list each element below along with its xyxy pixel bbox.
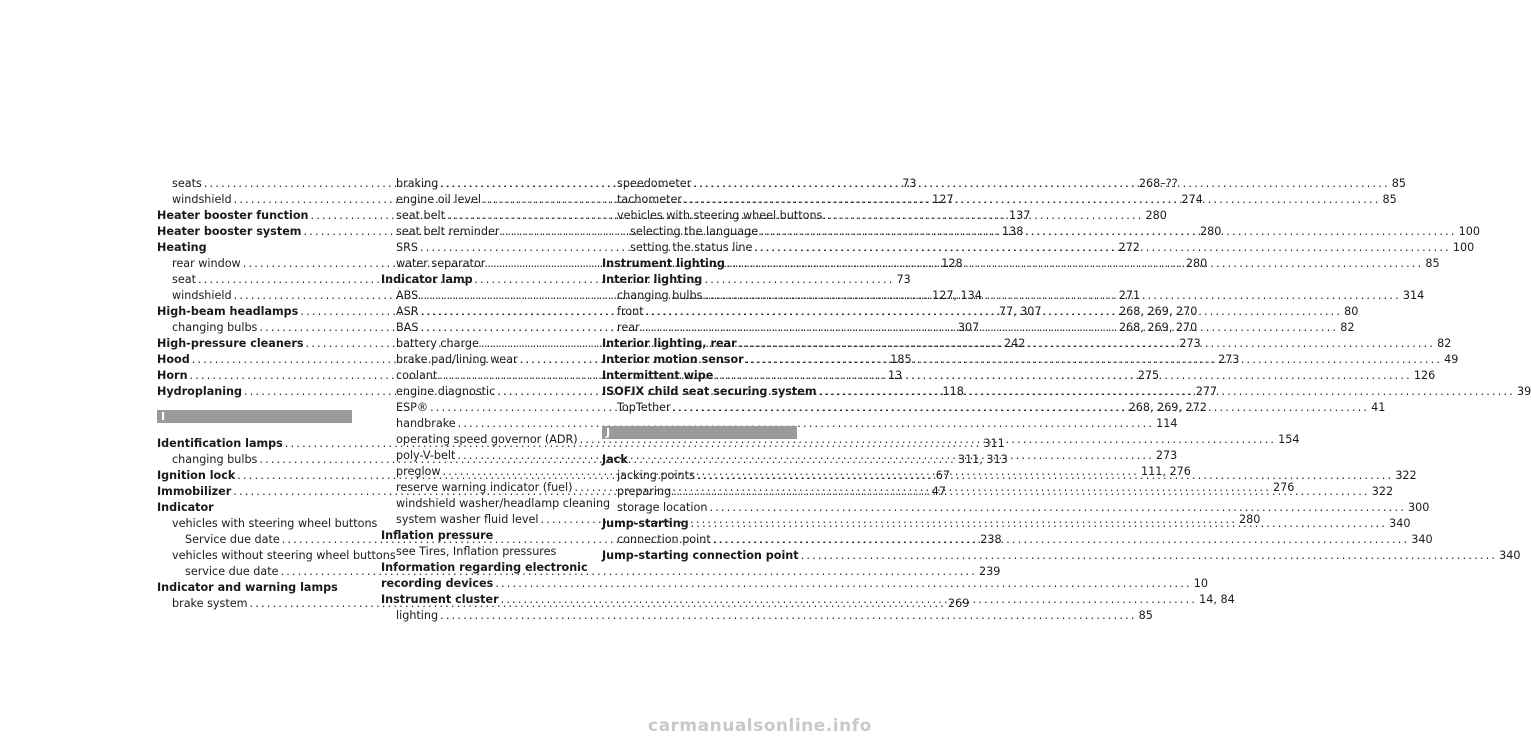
- page-reference[interactable]: 280: [1238, 513, 1261, 526]
- page-reference[interactable]: 82: [1340, 321, 1355, 334]
- page-reference[interactable]: 280: [1185, 257, 1208, 270]
- page-reference[interactable]: 322: [1395, 469, 1417, 482]
- page-reference[interactable]: 118: [942, 385, 964, 398]
- entry-label: Information regarding electronic: [381, 561, 588, 574]
- page-reference[interactable]: 269: [948, 597, 970, 610]
- page-reference[interactable]: 239: [979, 565, 1001, 578]
- dot-leader: [713, 368, 1414, 384]
- section-header-j: J: [602, 426, 797, 439]
- page-reference[interactable]: 242: [1004, 337, 1026, 350]
- section-header-i: I: [157, 410, 352, 423]
- entry-label: rear window: [172, 257, 241, 270]
- index-entry: [381, 608, 1153, 624]
- page-reference[interactable]: 280: [1199, 225, 1222, 238]
- entry-label: changing bulbs: [172, 453, 258, 466]
- page-reference[interactable]: 73: [902, 177, 917, 190]
- entry-label: seats: [172, 177, 202, 190]
- index-entry: [602, 208, 823, 224]
- page-reference[interactable]: 311: [983, 437, 1005, 450]
- dot-leader: [725, 256, 1426, 272]
- page-reference[interactable]: 340: [1389, 517, 1411, 530]
- dot-leader: [817, 384, 1518, 400]
- page-reference[interactable]: 100: [1458, 225, 1480, 238]
- page-reference[interactable]: 340: [1499, 549, 1521, 562]
- index-entry: [381, 560, 588, 576]
- entry-label: Interior motion sensor: [602, 353, 744, 366]
- entry-label: Interior lighting: [602, 273, 703, 286]
- entry-label: ESP®: [396, 401, 429, 414]
- page-reference[interactable]: 67: [935, 469, 951, 482]
- dot-leader: [689, 516, 1390, 532]
- page-reference[interactable]: 185: [890, 353, 912, 366]
- page-reference[interactable]: 311, 313: [957, 453, 1008, 466]
- page-reference[interactable]: 277: [1195, 385, 1218, 398]
- index-entry: [602, 548, 1521, 564]
- dot-leader: [691, 176, 1392, 192]
- entry-label: Ignition lock: [157, 469, 236, 482]
- dot-leader: [744, 352, 1445, 368]
- page-reference[interactable]: 340: [1411, 533, 1433, 546]
- entry-label: seat: [172, 273, 196, 286]
- dot-leader: [695, 468, 1396, 484]
- dot-leader: [799, 548, 1500, 564]
- index-entry: [602, 500, 1430, 516]
- entry-label: water separator: [396, 257, 486, 270]
- entry-label: Identification lamps: [157, 437, 283, 450]
- dot-leader: [640, 320, 1341, 336]
- dot-leader: [493, 576, 1194, 592]
- dot-leader: [758, 224, 1459, 240]
- entry-label: poly-V-belt: [396, 449, 456, 462]
- page-reference[interactable]: 13: [888, 369, 903, 382]
- entry-label: vehicles with steering wheel buttons: [617, 209, 823, 222]
- page-reference[interactable]: 268, 269, 270: [1118, 321, 1198, 334]
- index-entry: [381, 416, 1178, 432]
- index-entry: [381, 496, 611, 512]
- entry-label: tachometer: [617, 193, 682, 206]
- entry-label: storage location: [617, 501, 708, 514]
- entry-label: vehicles with steering wheel buttons: [172, 517, 378, 530]
- entry-label: rear: [617, 321, 640, 334]
- entry-label: windshield: [172, 193, 232, 206]
- entry-label: front: [617, 305, 644, 318]
- dot-leader: [671, 484, 1372, 500]
- entry-label: Horn: [157, 369, 188, 382]
- entry-label: Immobilizer: [157, 485, 232, 498]
- entry-label: ASR: [396, 305, 419, 318]
- page-reference[interactable]: 126: [1413, 369, 1436, 382]
- page-reference[interactable]: 274: [1181, 193, 1203, 206]
- page-reference[interactable]: 85: [1138, 609, 1153, 622]
- index-entry: [157, 500, 352, 516]
- page-reference[interactable]: 276: [1273, 481, 1295, 494]
- dot-leader: [456, 416, 1157, 432]
- page-reference[interactable]: 322: [1371, 485, 1394, 498]
- index-entry: [602, 272, 797, 288]
- page-reference[interactable]: 100: [1452, 241, 1475, 254]
- dot-leader: [707, 500, 1408, 516]
- dot-leader: [455, 448, 1156, 464]
- entry-label: Inflation pressure: [381, 529, 494, 542]
- entry-label: Heating: [157, 241, 207, 254]
- entry-label: Service due date: [185, 533, 280, 546]
- dot-leader: [644, 304, 1345, 320]
- entry-label: windshield washer/headlamp cleaning: [396, 497, 611, 510]
- dot-leader: [682, 192, 1383, 208]
- entry-label: lighting: [396, 609, 439, 622]
- dot-leader: [702, 288, 1403, 304]
- page-reference[interactable]: 138: [1001, 225, 1024, 238]
- index-entry: [381, 272, 576, 288]
- entry-label: ABS: [396, 289, 419, 302]
- page-reference[interactable]: 273: [1155, 449, 1178, 462]
- dot-leader: [737, 336, 1438, 352]
- entry-label: High-beam headlamps: [157, 305, 299, 318]
- page-reference[interactable]: 127, 134: [932, 289, 982, 302]
- page-reference[interactable]: 77, 307: [998, 305, 1042, 318]
- index-entry: [602, 452, 797, 468]
- entry-label: handbrake: [396, 417, 456, 430]
- index-entry: [157, 580, 352, 596]
- page-reference[interactable]: 307: [957, 321, 980, 334]
- entry-label: Indicator lamp: [381, 273, 473, 286]
- entry-label: Indicator: [157, 501, 214, 514]
- entry-label: coolant: [396, 369, 438, 382]
- page-reference[interactable]: 268–??: [1138, 177, 1178, 190]
- entry-label: seat belt: [396, 209, 445, 222]
- page-reference[interactable]: 85: [1382, 193, 1397, 206]
- dot-leader: [671, 400, 1372, 416]
- entry-label: Hydroplaning: [157, 385, 243, 398]
- page-reference[interactable]: 14, 84: [1199, 593, 1235, 606]
- entry-label: connection point: [617, 533, 711, 546]
- page-reference[interactable]: 128: [941, 257, 963, 270]
- entry-label: jacking points: [617, 469, 695, 482]
- dot-leader: [499, 592, 1200, 608]
- entry-label: see Tires, Inflation pressures: [396, 545, 557, 558]
- page-reference[interactable]: 272: [1118, 241, 1140, 254]
- page-reference[interactable]: 314: [1402, 289, 1425, 302]
- entry-label: Interior lighting, rear: [602, 337, 737, 350]
- entry-label: Jump-starting: [602, 517, 689, 530]
- page-reference[interactable]: 82: [1437, 337, 1452, 350]
- entry-label: recording devices: [381, 577, 494, 590]
- entry-label: vehicles without steering wheel buttons: [172, 549, 396, 562]
- entry-label: seat belt reminder: [396, 225, 500, 238]
- index-entry: [157, 240, 352, 256]
- index-entry: [381, 528, 576, 544]
- entry-label: windshield: [172, 289, 232, 302]
- page-reference[interactable]: 10: [1193, 577, 1209, 590]
- entry-label: service due date: [185, 565, 279, 578]
- entry-label: ISOFIX child seat securing system: [602, 385, 817, 398]
- page-reference[interactable]: 39: [1517, 385, 1531, 398]
- entry-label: reserve warning indicator (fuel): [396, 481, 573, 494]
- entry-label: operating speed governor (ADR): [396, 433, 578, 446]
- index-entry: [157, 548, 396, 564]
- dot-leader: [752, 240, 1453, 256]
- entry-label: Instrument lighting: [602, 257, 725, 270]
- dot-leader: [711, 532, 1412, 548]
- entry-label: speedometer: [617, 177, 692, 190]
- page-reference[interactable]: 137: [1009, 209, 1031, 222]
- entry-label: engine diagnostic: [396, 385, 496, 398]
- entry-label: Intermittent wipe: [602, 369, 714, 382]
- entry-label: TopTether: [617, 401, 671, 414]
- index-entry: [157, 516, 378, 532]
- index-entry: [381, 544, 576, 560]
- entry-label: selecting the language: [630, 225, 759, 238]
- page-reference[interactable]: 49: [1444, 353, 1459, 366]
- entry-label: Jump-starting connection point: [602, 549, 799, 562]
- page-reference[interactable]: 85: [1425, 257, 1440, 270]
- entry-label: changing bulbs: [617, 289, 703, 302]
- entry-label: braking: [396, 177, 439, 190]
- page-reference[interactable]: 273: [1179, 337, 1201, 350]
- entry-label: SRS: [396, 241, 418, 254]
- page-reference[interactable]: 73: [896, 273, 911, 286]
- entry-label: setting the status line: [630, 241, 753, 254]
- index-entry: [381, 576, 1209, 592]
- entry-label: battery charge: [396, 337, 479, 350]
- page-reference[interactable]: 238: [980, 533, 1002, 546]
- entry-label: Jack: [602, 453, 628, 466]
- entry-label: Instrument cluster: [381, 593, 499, 606]
- page-reference[interactable]: 114: [1156, 417, 1178, 430]
- page-reference[interactable]: 271: [1118, 289, 1141, 302]
- page-reference[interactable]: 268, 269, 272: [1128, 401, 1207, 414]
- page-reference[interactable]: 154: [1278, 433, 1300, 446]
- entry-label: Indicator and warning lamps: [157, 581, 338, 594]
- page-reference[interactable]: 273: [1218, 353, 1240, 366]
- entry-label: changing bulbs: [172, 321, 258, 334]
- page-reference[interactable]: 41: [1371, 401, 1386, 414]
- entry-label: system washer fluid level: [396, 513, 539, 526]
- page-reference[interactable]: 111, 276: [1141, 465, 1191, 478]
- page-reference[interactable]: 47: [931, 485, 947, 498]
- page-reference[interactable]: 275: [1137, 369, 1160, 382]
- entry-label: preparing: [617, 485, 672, 498]
- entry-label: BAS: [396, 321, 419, 334]
- page-reference[interactable]: 127: [932, 193, 954, 206]
- dot-leader: [438, 608, 1139, 624]
- page-reference[interactable]: 85: [1391, 177, 1407, 190]
- entry-label: Heater booster function: [157, 209, 309, 222]
- entry-label: brake system: [172, 597, 248, 610]
- entry-label: Hood: [157, 353, 190, 366]
- watermark: carmanualsonline.info: [648, 716, 872, 736]
- page-reference[interactable]: 268, 269, 270: [1119, 305, 1198, 318]
- page-reference[interactable]: 80: [1344, 305, 1359, 318]
- page-reference[interactable]: 280: [1145, 209, 1167, 222]
- entry-label: Heater booster system: [157, 225, 302, 238]
- page-reference[interactable]: 300: [1407, 501, 1430, 514]
- entry-label: brake pad/lining wear: [396, 353, 518, 366]
- entry-label: engine oil level: [396, 193, 481, 206]
- entry-label: High-pressure cleaners: [157, 337, 304, 350]
- entry-label: preglow: [396, 465, 441, 478]
